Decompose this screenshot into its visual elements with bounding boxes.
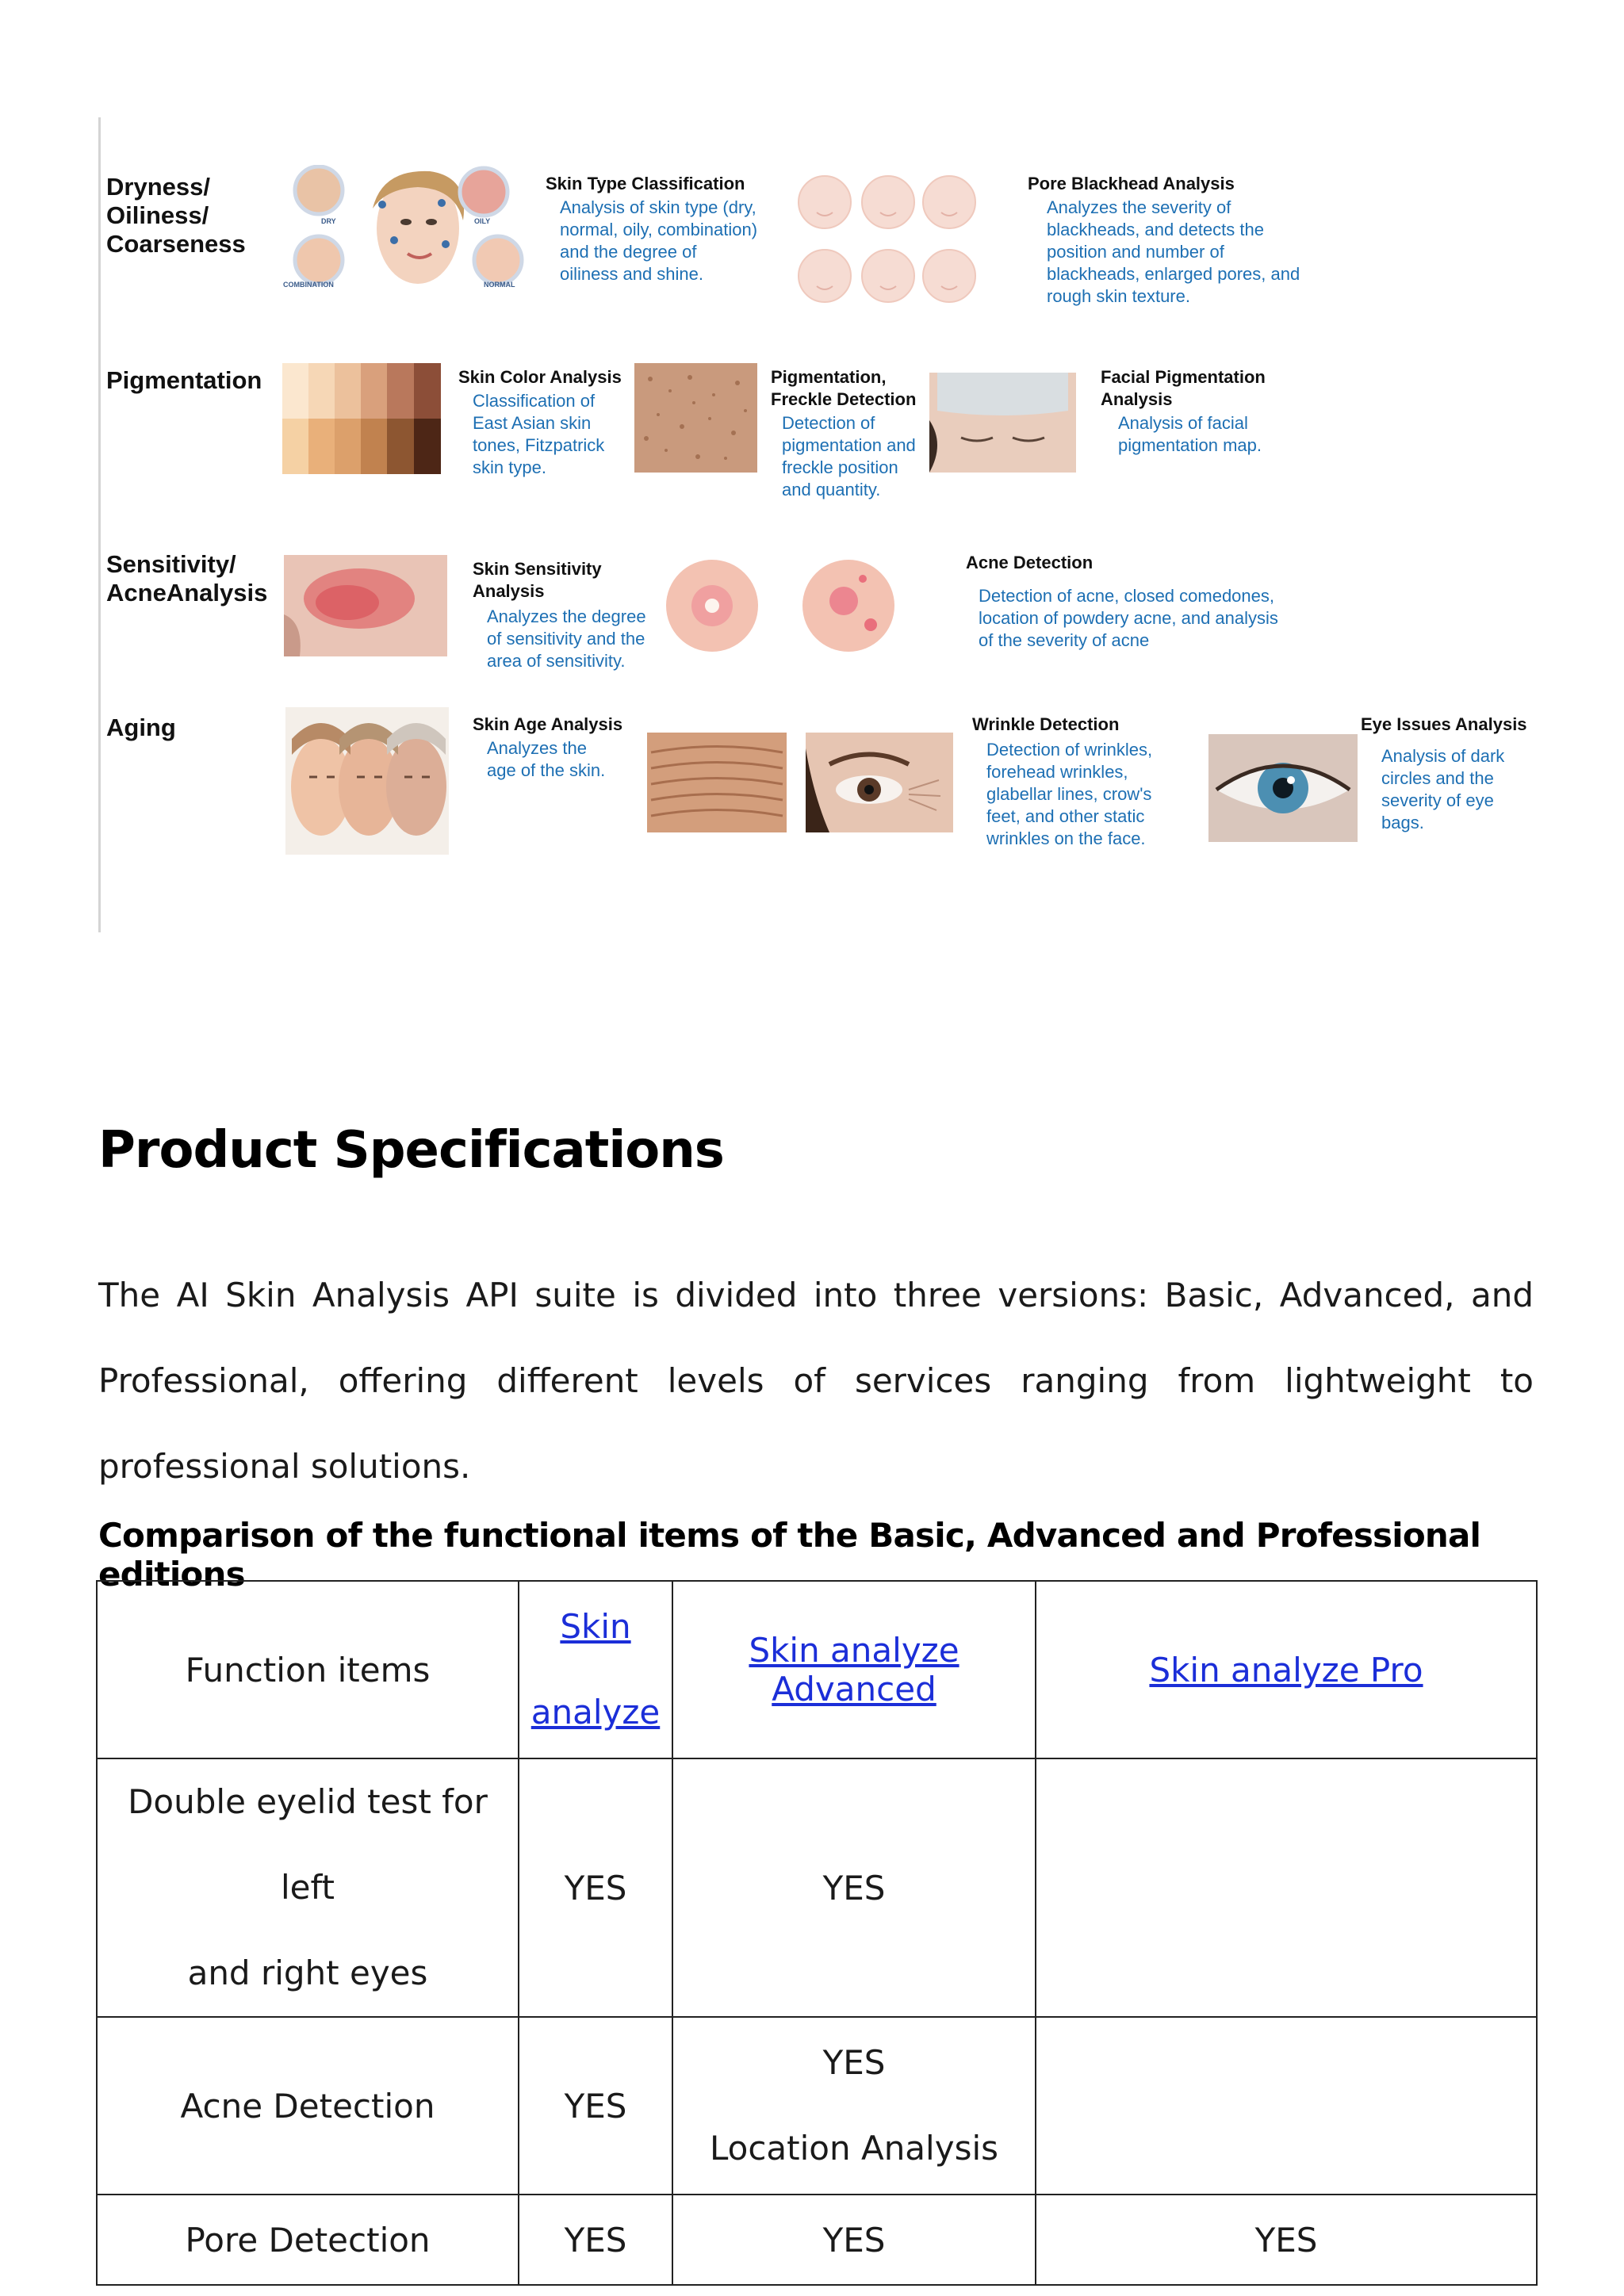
eye-issues-desc: Analysis of dark circles and the severity of eye bags.: [1381, 746, 1505, 832]
freckle-desc: Detection of pigmentation and freckle position and quantity.: [782, 413, 916, 499]
function-item-cell: Pore Detection: [97, 2195, 519, 2285]
comparison-table-heading: Comparison of the functional items of the Basic, Advanced and Professional editions: [98, 1516, 1481, 1594]
row-label-dryness: Dryness/ Oiliness/ Coarseness: [106, 173, 246, 258]
facial-pigmentation-title: Facial Pigmentation Analysis: [1101, 367, 1266, 409]
skin-age-title: Skin Age Analysis: [473, 714, 623, 734]
acne-advanced-line2: Location Analysis: [709, 2129, 999, 2168]
wrinkle-detection-title: Wrinkle Detection: [972, 714, 1120, 734]
freckle-skin-image: [634, 363, 757, 473]
skin-analyze-link-line1[interactable]: Skin: [560, 1607, 631, 1646]
skin-type-title: Skin Type Classification: [546, 174, 745, 193]
facial-pigmentation-desc: Analysis of facial pigmentation map.: [1118, 413, 1262, 455]
skin-sensitivity-desc: Analyzes the degree of sensitivity and the area of sensitivity.: [487, 607, 646, 671]
skin-color-swatches: [282, 363, 441, 474]
pore-blackhead-desc: Analyzes the severity of blackheads, and detects the position and number of blackheads, enlarged pores, and rough skin texture.: [1047, 197, 1300, 306]
header-function-items: Function items: [97, 1581, 519, 1758]
table-header-row: [97, 1581, 1537, 1758]
pore-noses-image: [797, 166, 987, 309]
skin-type-image: [279, 165, 531, 300]
function-item-cell: [97, 1758, 519, 2017]
skin-age-desc: Analyzes the age of the skin.: [487, 738, 606, 780]
skin-sensitivity-title: Skin Sensitivity Analysis: [473, 559, 602, 601]
skin-analyze-link-line2[interactable]: analyze: [530, 1693, 661, 1732]
pro-cell: [1036, 2017, 1537, 2195]
table-row: [97, 1758, 1537, 2017]
product-specifications-heading: Product Specifications: [98, 1121, 724, 1180]
double-eyelid-line2: and right eyes: [187, 1954, 428, 1992]
row-label-pigmentation: Pigmentation: [106, 366, 262, 394]
dry-label: DRY: [321, 217, 336, 225]
skin-age-image: [285, 707, 449, 855]
row-label-sensitivity: Sensitivity/ AcneAnalysis: [106, 550, 268, 607]
combination-label: COMBINATION: [283, 281, 334, 289]
header-skin-analyze-pro[interactable]: [1036, 1581, 1537, 1758]
oily-label: OILY: [474, 217, 491, 225]
skin-type-desc: Analysis of skin type (dry, normal, oily, combination) and the degree of oiliness and shine.: [560, 197, 758, 284]
crows-feet-image: [806, 733, 953, 832]
basic-cell: YES: [519, 1758, 672, 2017]
advanced-cell: YES: [672, 1758, 1036, 2017]
pro-cell: [1036, 1758, 1537, 2017]
function-item-cell: Acne Detection: [97, 2017, 519, 2195]
header-skin-analyze-advanced[interactable]: [672, 1581, 1036, 1758]
header-skin-analyze[interactable]: [519, 1581, 672, 1758]
facial-mask-image: [929, 373, 1076, 473]
advanced-cell: YES: [672, 2195, 1036, 2285]
double-eyelid-line1: Double eyelid test for left: [128, 1782, 488, 1907]
pro-cell: YES: [1036, 2195, 1537, 2285]
comparison-table: [96, 1580, 1538, 2286]
wrinkle-detection-desc: Detection of wrinkles, forehead wrinkles, glabellar lines, crow's feet, and other static wrinkles on the face.: [986, 740, 1153, 848]
acne-advanced-line1: YES: [822, 2043, 886, 2082]
acne-detection-title: Acne Detection: [966, 553, 1094, 572]
acne-detection-desc: Detection of acne, closed comedones, location of powdery acne, and analysis of the severity of acne: [979, 586, 1278, 650]
figure-left-rule: [98, 117, 101, 932]
acne-images: [665, 555, 894, 656]
forehead-wrinkles-image: [647, 733, 787, 832]
skin-analyze-advanced-link[interactable]: Skin analyze Advanced: [749, 1631, 959, 1709]
advanced-cell: [672, 2017, 1036, 2195]
pore-blackhead-title: Pore Blackhead Analysis: [1028, 174, 1235, 193]
table-row: [97, 2195, 1537, 2285]
normal-label: NORMAL: [484, 281, 515, 289]
eye-issues-title: Eye Issues Analysis: [1361, 714, 1527, 734]
eye-image: [1208, 734, 1358, 842]
sensitive-skin-image: [284, 555, 447, 656]
basic-cell: YES: [519, 2195, 672, 2285]
skin-color-desc: Classification of East Asian skin tones, Fitzpatrick skin type.: [473, 391, 605, 477]
basic-cell: YES: [519, 2017, 672, 2195]
skin-analyze-pro-link[interactable]: Skin analyze Pro: [1149, 1650, 1423, 1689]
freckle-title: Pigmentation, Freckle Detection: [771, 367, 917, 409]
intro-paragraph: The AI Skin Analysis API suite is divided into three versions: Basic, Advanced, and Professional, offering different levels of services ranging from lightweight to professional solutions.: [98, 1276, 1534, 1486]
table-row: [97, 2017, 1537, 2195]
skin-color-title: Skin Color Analysis: [458, 367, 622, 387]
row-label-aging: Aging: [106, 714, 176, 741]
